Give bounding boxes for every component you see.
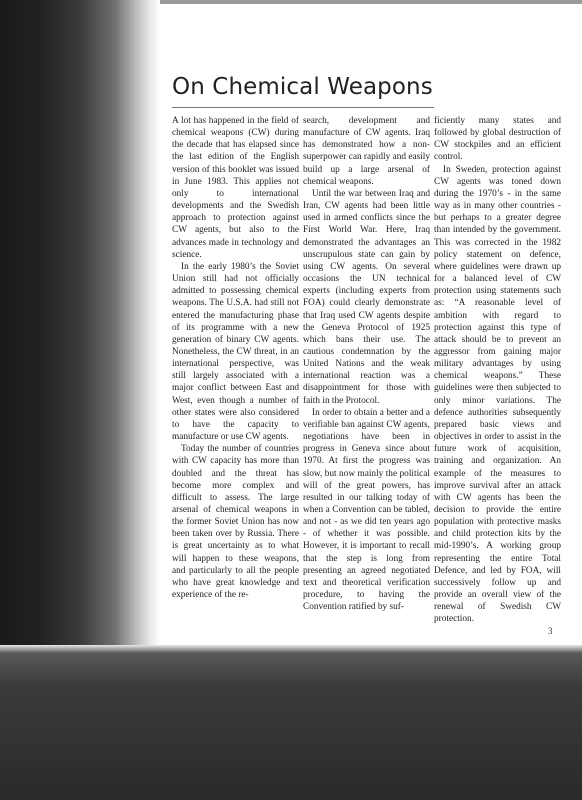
page-title: On Chemical Weapons <box>172 74 433 100</box>
text-column-3 <box>434 115 561 626</box>
text-column-2 <box>303 115 430 613</box>
paragraph: Today the number of countries with CW capacity has more than doubled and the threat has become more complex and difficult to assess. The large arsenal of chemical weapons in the former Soviet Union has now been taken over by Russia. There is great uncertainty as to what will happen to these weapons, and particularly to all the people who have great knowledge and experience of the re- <box>172 444 299 601</box>
paragraph: A lot has happened in the field of chemical weapons (CW) during the decade that has elapsed since the last edition of the English version of this booklet was issued in June 1983. This applies not only to international developments and the Swedish approach to protection against CW agents, but also to the advances made in technology and science. <box>172 116 299 260</box>
scan-bottom-border <box>0 645 582 800</box>
text-column-1 <box>172 115 299 601</box>
paragraph: In Sweden, protection against CW agents was toned down during the 1970’s - in the same way as in many other countries - but perhaps to a greater degree than intended by the government. This was corrected in the 1982 policy statement on defence, where guidelines were drawn up for a balanced level of CW protection using statements such as: “A reasonable level of ambition with regard to protection against this type of attack should be to prevent an aggressor from gaining major military advantages by using chemical weapons.” These guidelines were then subjected to only minor variations. The defence authorities subsequently prepared basic views and objectives in order to assist in the future work of acquisition, training and organization. An example of the measures to improve survival after an attack with CW agents has been the decision to provide the entire population with protective masks and child protection kits by the mid-1990’s. A working group representing the entire Total Defence, and led by FOA, will successively follow up and provide an overall view of the renewal of Swedish CW protection. <box>434 164 561 625</box>
paragraph: search, development and manufacture of CW agents. Iraq has demonstrated how a non-superpower can rapidly and easily build up a large arsenal of chemical weapons. <box>303 116 431 187</box>
paragraph: Until the war between Iraq and Iran, CW agents had been little used in armed conflicts since the First World War. Here, Iraq demonstrated the advantages an unscrupulous state can gain by using CW agents. On several occasions the UN technical experts (including experts from FOA) could clearly demonstrate that Iraq used CW agents despite the Geneva Protocol of 1925 which bans their use. The cautious condemnation by the United Nations and the weak international reaction was a disappointment for those with faith in the Protocol. <box>303 188 430 406</box>
paragraph: In order to obtain a better and a verifiable ban against CW agents, negotiations have been in progress in Geneva since about 1970. At first the progress was slow, but now mainly the political will of the great powers, has resulted in our talking today of when a Convention can be tabled, and not - as we did ten years ago - of whether it was possible. However, it is important to recall that the step is long from presenting an agreed negotiated text and theoretical verification procedure, to having the Convention ratified by suf- <box>303 407 430 613</box>
paragraph: In the early 1980’s the Soviet Union still had not officially admitted to possessing chemical weapons. The U.S.A. had still not entered the manufacturing phase of its programme with a new generation of binary CW agents. Nonetheless, the CW threat, in an international perspective, was still largely associated with a major conflict between East and West, even though a number of other states were also considered to have the capacity to manufacture or use CW agents. <box>172 261 299 443</box>
paragraph: ficiently many states and followed by global destruction of CW stockpiles and an efficient control. <box>434 116 561 163</box>
page-number: 3 <box>548 626 553 636</box>
title-underline <box>172 107 434 108</box>
